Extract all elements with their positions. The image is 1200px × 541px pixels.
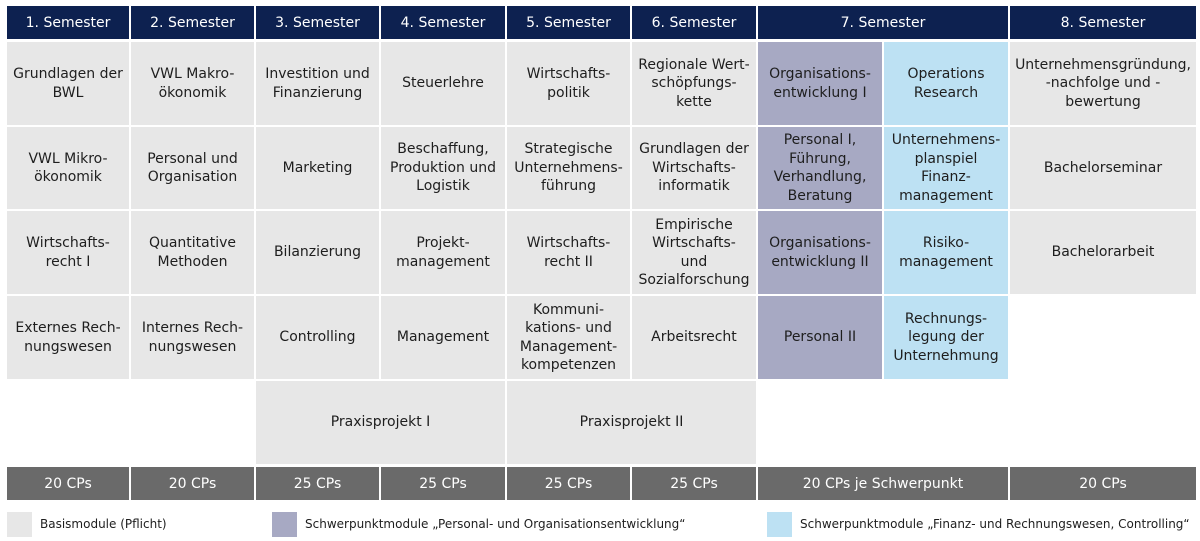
cp-semester-8 bbox=[1010, 467, 1196, 500]
module-personal-2: Personal II bbox=[758, 296, 882, 379]
header-semester-7 bbox=[758, 6, 1008, 39]
cp-label: 20 CPs bbox=[1079, 475, 1127, 492]
module-organisationsentwicklung-1: Organisations-entwicklung I bbox=[758, 42, 882, 125]
legend-label-finanz: Schwerpunktmodule „Finanz- und Rechnungswesen, Controlling“ bbox=[800, 517, 1190, 531]
cp-semester-3 bbox=[256, 467, 379, 500]
cp-label: 20 CPs bbox=[44, 475, 92, 492]
header-label: 1. Semester bbox=[25, 14, 111, 31]
module-investition-finanzierung: Investition und Finanzierung bbox=[256, 42, 379, 125]
legend-swatch-personal bbox=[272, 512, 297, 537]
module-bachelorseminar: Bachelorseminar bbox=[1010, 127, 1196, 209]
header-semester-1 bbox=[7, 6, 129, 39]
cp-label: 20 CPs bbox=[168, 475, 217, 492]
module-personal-organisation: Personal und Organisation bbox=[131, 127, 254, 209]
header-semester-8 bbox=[1010, 6, 1196, 39]
module-steuerlehre: Steuerlehre bbox=[381, 42, 505, 125]
module-vwl-makro: VWL Makro-ökonomik bbox=[131, 42, 254, 125]
module-bilanzierung: Bilanzierung bbox=[256, 211, 379, 294]
module-internes-rechnungswesen: Internes Rech-nungswesen bbox=[131, 296, 254, 379]
module-wirtschaftsrecht-2: Wirtschafts-recht II bbox=[507, 211, 630, 294]
module-empirische-forschung: Empirische Wirtschafts- und Sozialforschung bbox=[632, 211, 756, 294]
module-projektmanagement: Projekt-management bbox=[381, 211, 505, 294]
module-praxisprojekt-2: Praxisprojekt II bbox=[507, 381, 756, 464]
header-label: 4. Semester bbox=[400, 14, 486, 31]
header-semester-6 bbox=[632, 6, 756, 39]
module-personal-1: Personal I, Führung, Verhandlung, Beratung bbox=[758, 127, 882, 209]
module-strategische-unternehmensfuehrung: Strategische Unternehmens-führung bbox=[507, 127, 630, 209]
header-semester-2 bbox=[131, 6, 254, 39]
module-wirtschaftsinformatik: Grundlagen der Wirtschafts-informatik bbox=[632, 127, 756, 209]
legend-label-basis: Basismodule (Pflicht) bbox=[40, 517, 167, 531]
cp-semester-4 bbox=[381, 467, 505, 500]
cp-semester-7 bbox=[758, 467, 1008, 500]
module-controlling: Controlling bbox=[256, 296, 379, 379]
legend-label-personal: Schwerpunktmodule „Personal- und Organisationsentwicklung“ bbox=[305, 517, 686, 531]
header-label: 7. Semester bbox=[840, 14, 926, 31]
module-bachelorarbeit: Bachelorarbeit bbox=[1010, 211, 1196, 294]
module-management: Management bbox=[381, 296, 505, 379]
cp-label: 25 CPs bbox=[293, 475, 342, 492]
module-vwl-mikro: VWL Mikro-ökonomik bbox=[7, 127, 129, 209]
module-wirtschaftsrecht-1: Wirtschafts-recht I bbox=[7, 211, 129, 294]
cp-semester-5 bbox=[507, 467, 630, 500]
module-kommunikationskompetenzen: Kommuni-kations- und Management-kompetenzen bbox=[507, 296, 630, 379]
cp-label: 25 CPs bbox=[544, 475, 593, 492]
module-arbeitsrecht: Arbeitsrecht bbox=[632, 296, 756, 379]
module-marketing: Marketing bbox=[256, 127, 379, 209]
module-praxisprojekt-1: Praxisprojekt I bbox=[256, 381, 505, 464]
module-operations-research: Operations Research bbox=[884, 42, 1008, 125]
module-rechnungslegung: Rechnungs-legung der Unternehmung bbox=[884, 296, 1008, 379]
module-grundlagen-bwl: Grundlagen der BWL bbox=[7, 42, 129, 125]
module-quantitative-methoden: Quantitative Methoden bbox=[131, 211, 254, 294]
header-label: 6. Semester bbox=[651, 14, 737, 31]
header-label: 8. Semester bbox=[1060, 14, 1146, 31]
cp-semester-6 bbox=[632, 467, 756, 500]
cp-semester-2 bbox=[131, 467, 254, 500]
module-risikomanagement: Risiko-management bbox=[884, 211, 1008, 294]
header-label: 5. Semester bbox=[526, 14, 611, 31]
module-unternehmensplanspiel: Unternehmens-planspiel Finanz-management bbox=[884, 127, 1008, 209]
header-label: 3. Semester bbox=[275, 14, 360, 31]
header-label: 2. Semester bbox=[150, 14, 235, 31]
header-semester-3 bbox=[256, 6, 379, 39]
module-regionale-wertschoepfungskette: Regionale Wert-schöpfungs-kette bbox=[632, 42, 756, 125]
header-semester-4 bbox=[381, 6, 505, 39]
cp-label: 25 CPs bbox=[670, 475, 718, 492]
module-organisationsentwicklung-2: Organisations-entwicklung II bbox=[758, 211, 882, 294]
cp-label: 20 CPs je Schwerpunkt bbox=[802, 475, 964, 492]
legend-swatch-basis bbox=[7, 512, 32, 537]
module-externes-rechnungswesen: Externes Rech-nungswesen bbox=[7, 296, 129, 379]
module-unternehmensgruendung: Unternehmensgründung, -nachfolge und -bewertung bbox=[1010, 42, 1196, 125]
module-beschaffung-produktion-logistik: Beschaffung, Produktion und Logistik bbox=[381, 127, 505, 209]
header-semester-5 bbox=[507, 6, 630, 39]
cp-label: 25 CPs bbox=[419, 475, 467, 492]
cp-semester-1 bbox=[7, 467, 129, 500]
module-wirtschaftspolitik: Wirtschafts-politik bbox=[507, 42, 630, 125]
legend-swatch-finanz bbox=[767, 512, 792, 537]
